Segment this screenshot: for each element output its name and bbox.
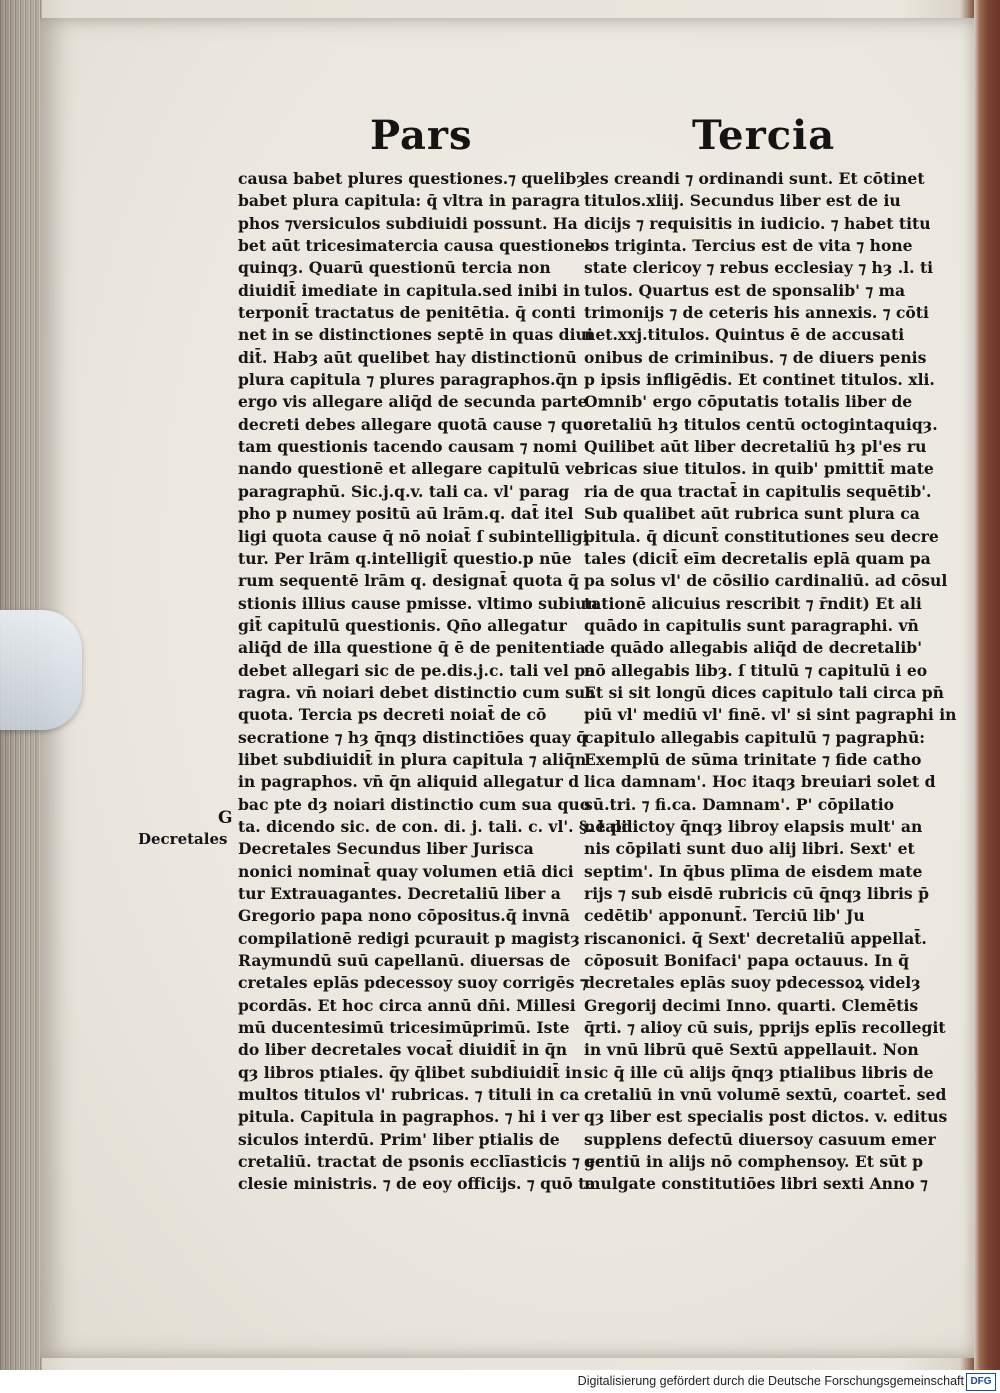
- right-column-line: mulgate constitutiōes libri sexti Anno ⁊: [584, 1174, 928, 1194]
- left-column-line: bac pte dȝ noiari distinctio cum sua quo: [238, 794, 591, 814]
- marginal-note-word: Decretales: [138, 830, 228, 848]
- left-column-line: git̄ capitulū questionis. Qn̄o allegatur: [238, 615, 567, 635]
- right-column-line: net.xxj.titulos. Quintus ē de accusati: [584, 325, 905, 345]
- left-column-line: Decretales Secundus liber Jurisca: [238, 839, 534, 859]
- right-column-line: cretaliū in vnū volumē sextū, coartet̄. sed: [584, 1085, 947, 1105]
- left-column-line: libet subdiuidit̄ in plura capitula ⁊ aliq̄n: [238, 749, 587, 769]
- text-column-right: [584, 168, 957, 1196]
- left-column-line: Raymundū suū capellanū. diuersas de: [238, 951, 571, 971]
- left-column-line: ragra. vn̄ noiari debet distinctio cum sua: [238, 682, 596, 702]
- right-column-line: lica damnam'. Hoc itaqȝ breuiari solet d: [584, 772, 936, 792]
- right-column-line: p ipsis infligēdis. Et continet titulos. xli.: [584, 370, 935, 390]
- right-column-line: los triginta. Tercius est de vita ⁊ hone: [584, 236, 913, 256]
- left-column-line: diuidit̄ imediate in capitula.sed inibi in: [238, 280, 581, 300]
- right-column-line: dicijs ⁊ requisitis in iudicio. ⁊ habet titu: [584, 213, 931, 233]
- left-column-line: decreti debes allegare quotā cause ⁊ quo: [238, 414, 594, 434]
- left-column-line: tam questionis tacendo causam ⁊ nomi: [238, 437, 578, 457]
- left-column-line: do liber decretales vocat̄ diuidit̄ in q̄n: [238, 1040, 568, 1060]
- left-column-line: nando questionē et allegare capitulū vel: [238, 459, 591, 479]
- left-column-line: plura capitula ⁊ plures paragraphos.q̄n: [238, 370, 578, 390]
- right-column-line: q̄rti. ⁊ alioy cū suis, pprijs eplīs recollegit: [584, 1018, 946, 1038]
- left-column-line: rum sequentē lrām q. designat̄ quota q̄: [238, 571, 579, 591]
- right-column-line: trimonijs ⁊ de ceteris his annexis. ⁊ cōti: [584, 303, 929, 323]
- left-column-line: terponit̄ tractatus de penitētia. q̄ conti: [238, 303, 576, 323]
- right-column-line: riscanonici. q̄ Sext' decretaliū appellat̄.: [584, 928, 927, 948]
- left-column-line: bet aūt tricesimatercia causa questiones: [238, 236, 594, 256]
- right-column-line: nis cōpilati sunt duo alij libri. Sext' et: [584, 839, 915, 859]
- right-column-line: in vnū librū quē Sextū appellauit. Non: [584, 1040, 919, 1060]
- right-column-line: cōposuit Bonifaci' papa octauus. In q̄: [584, 951, 910, 971]
- left-column-line: nonici nominat̄ quay volumen etiā dici: [238, 861, 574, 881]
- left-column-line: quota. Tercia ps decreti noiat̄ de cō: [238, 705, 547, 725]
- left-column-line: ergo vis allegare aliq̄d de secunda parte: [238, 392, 588, 412]
- right-column-line: piū vl' mediū vl' finē. vl' si sint pagraphi in: [584, 705, 957, 725]
- left-column-line: net in se distinctiones septē in quas diui: [238, 325, 593, 345]
- right-column-line: septim'. In q̄bus plīma de eisdem mate: [584, 861, 923, 881]
- right-column-line: qȝ liber est specialis post dictos. v. editus: [584, 1107, 948, 1127]
- left-column-line: quinqȝ. Quarū questionū tercia non: [238, 258, 551, 278]
- right-column-line: Quilibet aūt liber decretaliū hȝ pl'es ru: [584, 437, 927, 457]
- left-column-line: Gregorio papa nono cōpositus.q̄ invnā: [238, 906, 570, 926]
- right-column-line: decretales eplās suoy pdecessoꝝ videlȝ: [584, 973, 921, 993]
- right-column-line: ria de qua tractat̄ in capitulis sequētib'.: [584, 481, 932, 501]
- text-column-left: [238, 168, 628, 1196]
- right-column-line: quādo in capitulis sunt paragraphi. vn̄: [584, 615, 919, 635]
- left-column-line: pho p numey positū aū lrām.q. dat̄ itel: [238, 504, 574, 524]
- right-column-line: gentiū in alijs nō comphensoy. Et sūt p: [584, 1152, 924, 1172]
- right-column-line: Et si sit longū dices capitulo tali circa pn̄: [584, 682, 944, 702]
- left-column-line: ta. dicendo sic. de con. di. j. tali. c. vl'. §. tali: [238, 816, 628, 836]
- left-column-line: mū ducentesimū tricesimūprimū. Iste: [238, 1018, 570, 1038]
- left-column-line: tur Extrauagantes. Decretaliū liber a: [238, 884, 561, 903]
- left-column-line: phos ⁊versiculos subdiuidi possunt. Ha: [238, 213, 578, 233]
- right-column-line: nē pdictoy q̄nqȝ libroy elapsis mult' an: [584, 816, 923, 836]
- right-column-line: state clericoy ⁊ rebus ecclesiay ⁊ hȝ .l. ti: [584, 258, 934, 278]
- right-column-line: supplens defectū diuersoy casuum emer: [584, 1129, 936, 1149]
- right-column-line: de quādo allegabis aliq̄d de decretalib': [584, 638, 922, 658]
- left-column-line: compilationē redigi pcurauit p magistȝ: [238, 928, 580, 948]
- right-column-line: pa solus vl' de cōsilio cardinaliū. ad cōsul: [584, 571, 948, 591]
- right-column-line: bricas siue titulos. in quib' pmittit̄ mate: [584, 459, 934, 479]
- left-column-line: in pagraphos. vn̄ q̄n aliquid allegatur d: [238, 772, 580, 792]
- right-column-line: Omnib' ergo cōputatis totalis liber de: [584, 392, 913, 412]
- left-column-line: tur. Per lrām q.intelligit̄ questio.p nūe: [238, 548, 572, 568]
- left-column-line: pcordās. Et hoc circa annū dn̄i. Millesi: [238, 995, 576, 1015]
- left-column-line: paragraphū. Sic.j.q.v. tali ca. vl' parag: [238, 481, 570, 501]
- right-column-line: cretaliū hȝ titulos centū octogintaquiqȝ.: [584, 414, 938, 434]
- funding-credit: Digitalisierung gefördert durch die Deutsche Forschungsgemeinschaft: [577, 1374, 964, 1388]
- marginal-note-letter: G: [218, 808, 233, 828]
- book-cover-edge: [974, 0, 1000, 1370]
- right-column-line: les creandi ⁊ ordinandi sunt. Et cōtinet: [584, 169, 925, 188]
- right-column-line: Exemplū de sūma trinitate ⁊ fide catho: [584, 749, 922, 769]
- left-column-line: aliq̄d de illa questione q̄ ē de penitentia: [238, 638, 586, 658]
- left-column-line: babet plura capitula: q̄ vltra in paragra: [238, 191, 581, 211]
- running-head-left: Pars: [370, 112, 473, 159]
- left-column-line: qȝ libros ptiales. q̄y q̄libet subdiuidit̄ in: [238, 1062, 583, 1082]
- right-column-line: Sub qualibet aūt rubrica sunt plura ca: [584, 504, 920, 524]
- right-column-line: tationē alicuius rescribit ⁊ r̄ndit) Et ali: [584, 593, 922, 613]
- right-column-line: onibus de criminibus. ⁊ de diuers penis: [584, 347, 927, 367]
- left-column-line: multos titulos vl' rubricas. ⁊ tituli in ca: [238, 1085, 580, 1105]
- left-column-line: secratione ⁊ hȝ q̄nqȝ distinctiōes quay q̄: [238, 727, 588, 747]
- right-column-line: pitula. q̄ dicunt̄ constitutiones seu decre: [584, 526, 939, 546]
- dfg-logo: DFG: [966, 1373, 996, 1391]
- left-column-line: cretales eplās pdecessoy suoy corrigēs ⁊: [238, 973, 588, 993]
- left-column-line: stionis illius cause pmisse. vltimo subiun: [238, 593, 598, 613]
- right-column-line: tulos. Quartus est de sponsalib' ⁊ ma: [584, 280, 906, 300]
- left-column-line: clesie ministris. ⁊ de eoy officijs. ⁊ quō ta: [238, 1174, 596, 1194]
- left-column-line: ligi quota cause q̄ nō noiat̄ ſ subintelligi: [238, 526, 589, 546]
- right-column-line: sū.tri. ⁊ fi.ca. Damnam'. P' cōpilatio: [584, 794, 895, 814]
- left-column-line: pitula. Capitula in pagraphos. ⁊ hi i ver: [238, 1107, 580, 1127]
- right-column-line: cedētib' apponunt̄. Terciū lib' Ju: [584, 906, 865, 926]
- right-column-line: titulos.xliij. Secundus liber est de iu: [584, 191, 901, 211]
- left-column-line: siculos interdū. Prim' liber ptialis de: [238, 1129, 560, 1149]
- marginal-note: [138, 808, 234, 850]
- right-column-line: tales (dicit̄ eīm decretalis eplā quam pa: [584, 548, 931, 568]
- right-column-line: capitulo allegabis capitulū ⁊ pagraphū:: [584, 727, 926, 747]
- left-column-line: cretaliū. tractat de psonis ecclīasticis ⁊ ec: [238, 1152, 605, 1172]
- right-column-line: rijs ⁊ sub eisdē rubricis cū q̄nqȝ libris p̄: [584, 884, 930, 903]
- right-column-line: sic q̄ ille cū alijs q̄nqȝ ptialibus libris de: [584, 1062, 934, 1082]
- running-head-right: Tercia: [692, 112, 836, 159]
- right-column-line: Gregorij decimi Inno. quarti. Clemētis: [584, 995, 919, 1015]
- right-column-line: nō allegabis libȝ. ſ titulū ⁊ capitulū i eo: [584, 660, 928, 680]
- left-column-line: causa babet plures questiones.⁊ quelibȝ: [238, 169, 586, 188]
- thumb-holding-page: [0, 610, 82, 730]
- footer-bar: [0, 1370, 1000, 1393]
- left-column-line: debet allegari sic de pe.dis.j.c. tali vel pa: [238, 660, 596, 680]
- left-column-line: dit̄. Habȝ aūt quelibet hay distinctionū: [238, 347, 577, 367]
